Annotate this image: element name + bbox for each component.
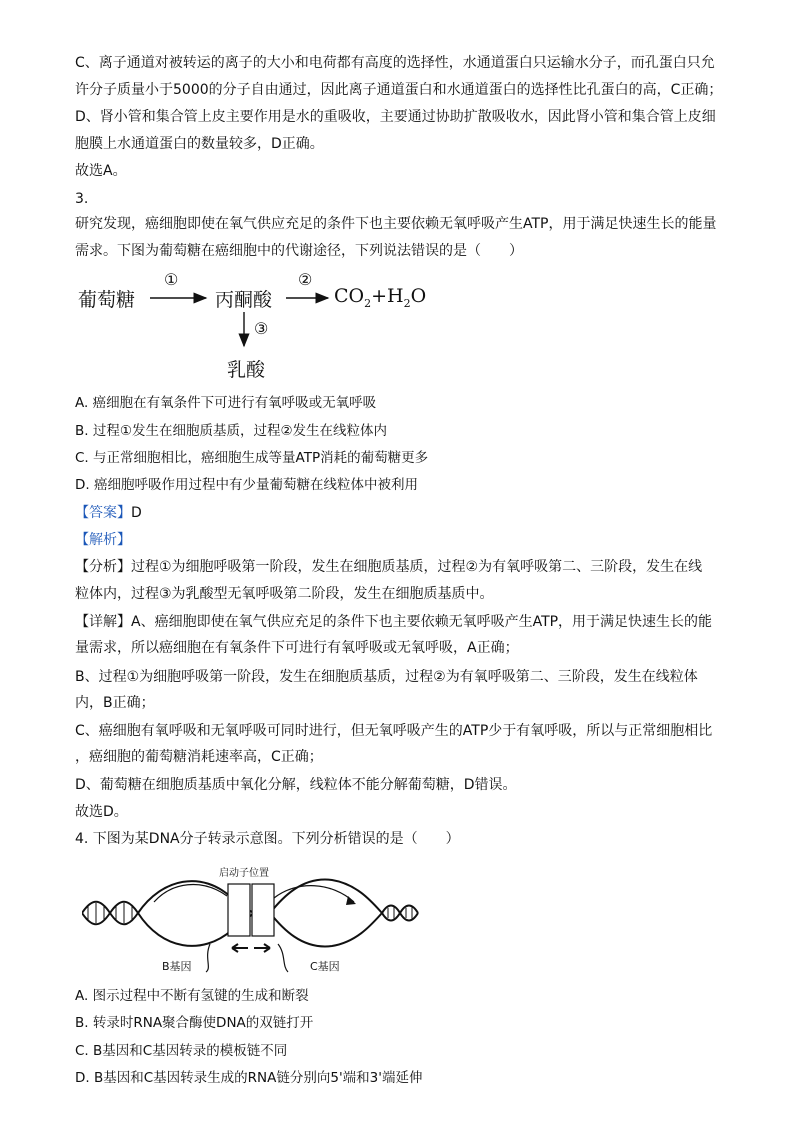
option-a: A. 癌细胞在有氧条件下可进行有氧呼吸或无氧呼吸 — [75, 395, 377, 411]
text-line: 故选A。 — [75, 163, 127, 179]
option-a: A. 图示过程中不断有氢键的生成和断裂 — [75, 988, 309, 1004]
promoter-box-c — [252, 884, 274, 936]
option-b: B. 转录时RNA聚合酶使DNA的双链打开 — [75, 1015, 314, 1031]
answer-value: D — [131, 505, 142, 521]
option-b: B. 过程①发生在细胞质基质，过程②发生在线粒体内 — [75, 423, 388, 439]
text-line: 许分子质量小于5000的分子自由通过，因此离子通道蛋白和水通道蛋白的选择性比孔蛋白的高，C正确； — [75, 82, 723, 98]
fenxi-tag: 【分析】 — [75, 559, 131, 575]
question-stem: 研究发现，癌细胞即使在氧气供应充足的条件下也主要依赖无氧呼吸产生ATP，用于满足快速生长的能量 — [75, 216, 717, 232]
glucose-label: 葡萄糖 — [78, 289, 136, 311]
product-label: $CO_2+H_2O$ — [334, 285, 427, 310]
pyruvate-label: 丙酮酸 — [215, 289, 273, 311]
answer-tag: 【答案】 — [75, 505, 131, 521]
dna-strand — [82, 902, 138, 925]
option-d: D. 癌细胞呼吸作用过程中有少量葡萄糖在线粒体中被利用 — [75, 477, 418, 493]
text-line: 故选D。 — [75, 804, 128, 820]
fenxi-line: 【分析】过程①为细胞呼吸第一阶段，发生在细胞质基质，过程②为有氧呼吸第二、三阶段，发生在线 — [75, 559, 703, 575]
dna-transcription-diagram — [82, 858, 422, 973]
option-c: C. 与正常细胞相比，癌细胞生成等量ATP消耗的葡萄糖更多 — [75, 450, 429, 466]
arrow-right-icon — [254, 944, 270, 952]
text-line: B、过程①为细胞呼吸第一阶段，发生在细胞质基质，过程②为有氧呼吸第二、三阶段，发生在线粒体 — [75, 669, 698, 685]
question-number: 3. — [75, 191, 89, 207]
question-stem: 需求。下图为葡萄糖在癌细胞中的代谢途径，下列说法错误的是（ ） — [75, 243, 523, 259]
text-line: C、癌细胞有氧呼吸和无氧呼吸可同时进行，但无氧呼吸产生的ATP少于有氧呼吸，所以与正常细胞相比 — [75, 723, 713, 739]
template-strand-lower — [270, 913, 382, 946]
option-c: C. B基因和C基因转录的模板链不同 — [75, 1043, 288, 1059]
text-line: 粒体内，过程③为乳酸型无氧呼吸第二阶段，发生在细胞质基质中。 — [75, 586, 494, 602]
promoter-label: 启动子位置 — [219, 868, 269, 879]
text-line: ，癌细胞的葡萄糖消耗速率高，C正确； — [75, 749, 323, 765]
text-line: D、葡萄糖在细胞质基质中氧化分解，线粒体不能分解葡萄糖，D错误。 — [75, 777, 517, 793]
promoter-box-b — [228, 884, 250, 936]
metabolic-pathway-diagram — [78, 270, 438, 385]
arrow-left-icon — [232, 944, 248, 952]
template-strand-upper — [270, 880, 382, 913]
step-1-marker: ① — [164, 270, 179, 289]
text-line: 胞膜上水通道蛋白的数量较多，D正确。 — [75, 136, 324, 152]
analysis-tag: 【解析】 — [75, 532, 131, 548]
text-line: 内，B正确； — [75, 695, 155, 711]
gene-c-label: C基因 — [310, 960, 340, 973]
step-2-marker: ② — [298, 270, 313, 289]
option-d: D. B基因和C基因转录生成的RNA链分别向5'端和3'端延伸 — [75, 1070, 423, 1086]
gene-b-label: B基因 — [162, 960, 192, 973]
text-line: D、肾小管和集合管上皮主要作用是水的重吸收，主要通过协助扩散吸收水，因此肾小管和集合管上皮细 — [75, 109, 716, 125]
rna-strand-c — [274, 886, 354, 902]
answer-line — [75, 503, 142, 523]
lactate-label: 乳酸 — [227, 359, 266, 381]
text-line: 量需求，所以癌细胞在有氧条件下可进行有氧呼吸或无氧呼吸，A正确； — [75, 640, 519, 656]
text-line: C、离子通道对被转运的离子的大小和电荷都有高度的选择性，水通道蛋白只运输水分子，而孔蛋白只允 — [75, 55, 715, 71]
xiangjie-tag: 【详解】 — [75, 614, 131, 630]
xiangjie-line: 【详解】A、癌细胞即使在氧气供应充足的条件下也主要依赖无氧呼吸产生ATP，用于满足快速生长的能 — [75, 614, 713, 630]
step-3-marker: ③ — [254, 319, 269, 338]
question-stem: 4. 下图为某DNA分子转录示意图。下列分析错误的是（ ） — [75, 831, 460, 847]
